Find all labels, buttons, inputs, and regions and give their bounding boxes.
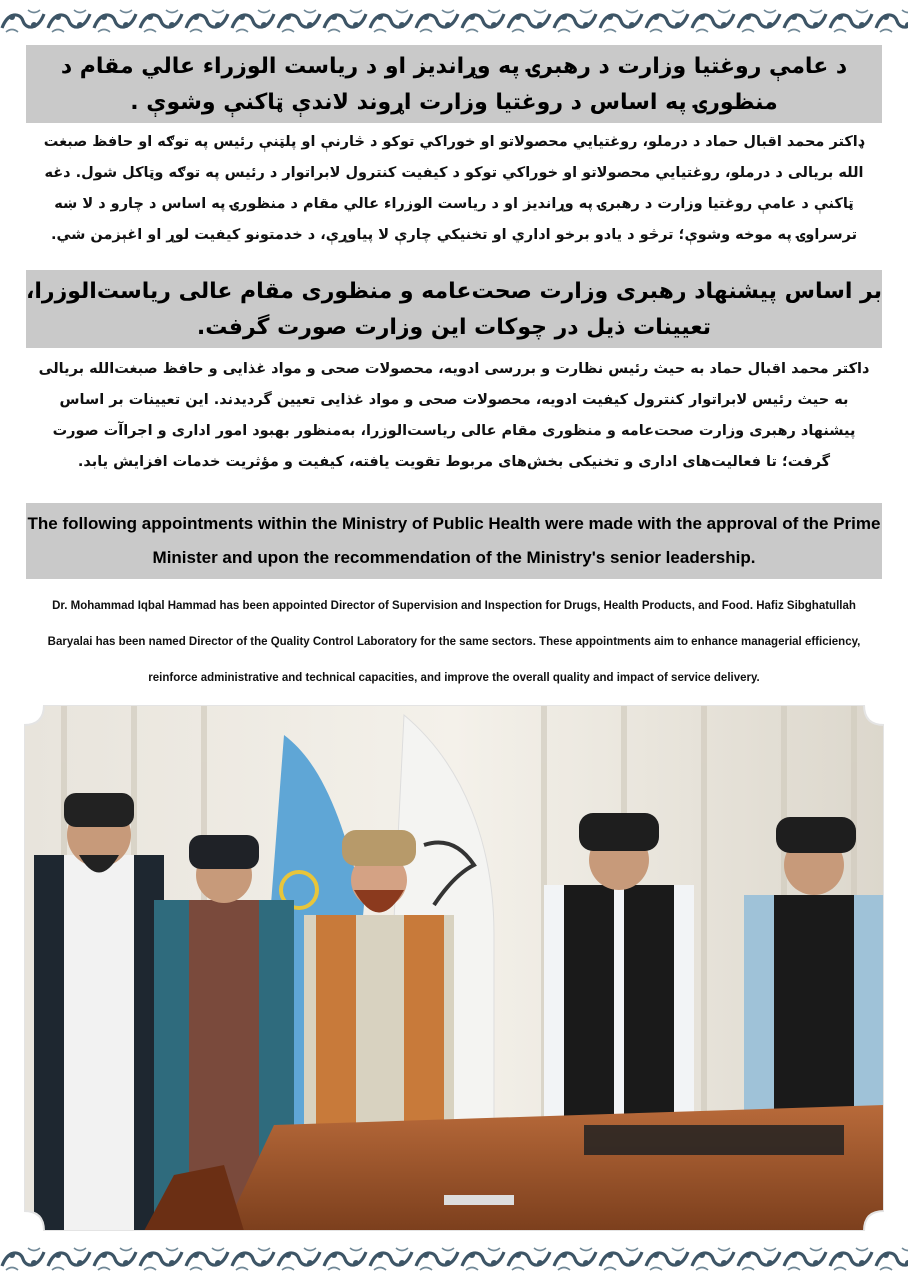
english-heading-text: The following appointments within the Ministry of Public Health were made with the approval of the Prime Minister and upon the recommendation of the Ministry's senior leadership. — [27, 514, 881, 567]
dari-heading — [26, 270, 882, 348]
dari-heading-text: بر اساس پیشنهاد رهبری وزارت صحت‌عامه و منظوری مقام عالی ریاست‌الوزرا، تعیینات ذیل در چوکات این وزارت صورت گرفت. — [26, 279, 882, 340]
bottom-ornamental-border — [0, 1246, 908, 1272]
dari-paragraph: داکتر محمد اقبال حماد به حیث رئیس نظارت و بررسی ادویه، محصولات صحی و مواد غذایی و حافظ صبغت‌الله بریالی به حیث رئیس لابراتوار کنترول کیفیت ادویه، محصولات صحی و مواد غذایی تعیین گردیدند. این تعیینات بر اساس پیشنهاد رهبری وزارت صحت‌عامه و منظوری مقام عالی ریاست‌الوزرا، به‌منظور بهبود امور اداری و اجراآت صورت گرفت؛ تا فعالیت‌های اداری و تخنیکی بخش‌های مربوط تقویت یافته، کیفیت و مؤثریت خدمات افزایش یابد. — [38, 361, 870, 470]
meeting-photo — [24, 705, 884, 1231]
top-ornamental-border — [0, 8, 908, 34]
pashto-paragraph: ډاکتر محمد اقبال حماد د درملو، روغتيايي محصولاتو او خوراکي توکو د څارنې او پلټنې رئيس په توګه او حافظ صبغت الله بريالی د درملو، روغتيايي محصولاتو او خوراکي توکو د کيفيت کنترول لابراتوار د رئيس په توګه وټاکل شول. دغه ټاکنې د عامې روغتيا وزارت د رهبرۍ په وړانديز او د رياست الوزراء عالي مقام د منظورۍ په اساس د چارو د لا ښه ترسراوۍ په موخه وشوې؛ ترڅو د يادو برخو اداري او تخنيکي چارې لا پياوړې، د خدمتونو کيفيت لوړ او اغېزمن شي. — [43, 134, 865, 243]
english-paragraph: Dr. Mohammad Iqbal Hammad has been appointed Director of Supervision and Inspection for Drugs, Health Products, and Food. Hafiz Sibghatullah Baryalai has been named Director of the Quality Control Laboratory for the same sectors. These appointments aim to enhance managerial efficiency, reinforce administrative and technical capacities, and improve the overall quality and impact of service delivery. — [47, 600, 861, 684]
pashto-heading — [26, 45, 882, 123]
pashto-heading-text: د عامې روغتيا وزارت د رهبرۍ په وړانديز او د رياست الوزراء عالي مقام د منظورۍ په اساس د روغتيا وزارت اړوند لاندې ټاکنې وشوې . — [60, 54, 848, 115]
english-heading — [26, 503, 882, 579]
